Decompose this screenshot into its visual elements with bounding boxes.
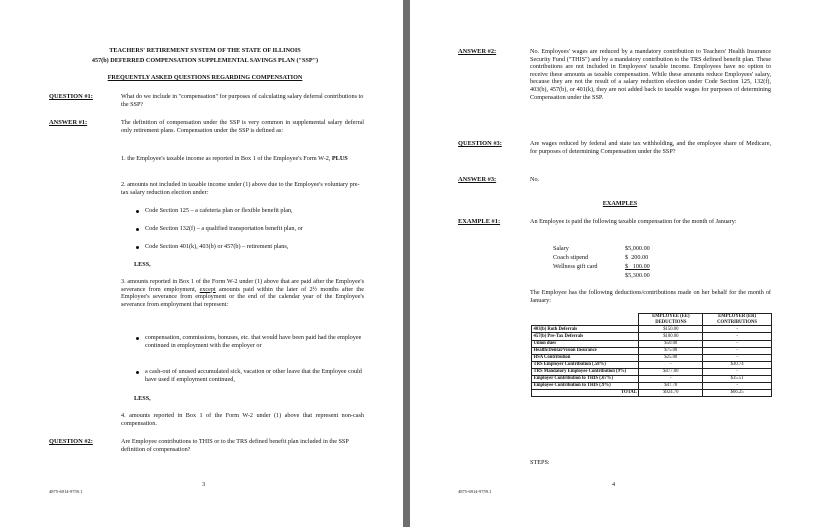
- row-label: 403(b) Roth Deferrals: [532, 326, 639, 333]
- row-er: -: [703, 340, 772, 347]
- comp-item-amount: $ 200.00: [625, 254, 649, 261]
- answer-1-item-4: 4. amounts reported in Box 1 of the Form W-2 under (1) above that represent non-cash compensation.: [121, 412, 364, 427]
- row-er: -: [703, 383, 772, 390]
- row-label: Health/Dental/Vision Insurance: [532, 347, 639, 354]
- answer-1-item-1: [121, 155, 364, 163]
- total-label: TOTAL: [532, 390, 639, 397]
- question-3-text: Are wages reduced by federal and state tax withholding, and the employee share of Medicare, for purposes of determining Compensation under the SSP?: [530, 140, 771, 155]
- comp-item-name: Salary: [553, 245, 569, 252]
- table-row: [532, 383, 772, 390]
- item-3-bullet-2: a cash-out of unused accumulated sick, vacation or other leave that the Employee could have used if employment continued,: [145, 368, 362, 383]
- row-er: $35.51: [703, 375, 772, 382]
- answer-1-text: The definition of compensation under the SSP is very common in supplemental salary deferral only retirement plans. Compensation under the SSP is defined as:: [121, 119, 364, 134]
- er-header: EMPLOYER (ER) CONTRIBUTIONS: [703, 314, 772, 326]
- item-3-text-a: 3. amounts reported in Box 1 of the Form W-2 under (1) above that are paid after the Employee's severance from employment,: [121, 278, 364, 293]
- doc-subtitle: FREQUENTLY ASKED QUESTIONS REGARDING COMPENSATION: [107, 74, 303, 81]
- table-row: [532, 354, 772, 361]
- document-id: 4875-6914-9759.1: [458, 489, 492, 494]
- total-ee: $924.70: [639, 390, 703, 397]
- row-ee: $50.00: [639, 340, 703, 347]
- row-ee: $75.00: [639, 347, 703, 354]
- item-2-bullet-3: Code Section 401(k), 403(b) or 457(b) – retirement plans,: [145, 243, 289, 250]
- document-id: 4875-6914-9759.1: [49, 489, 83, 494]
- table-row: [532, 375, 772, 382]
- question-2-text: Are Employee contributions to THIS or to the TRS defined benefit plan included in the SSP definition of compensation?: [121, 438, 349, 453]
- row-er: -: [703, 326, 772, 333]
- item-1-text: 1. the Employee's taxable income as reported in Box 1 of the Employee's Form W-2,: [121, 155, 332, 162]
- bullet-icon: [136, 371, 139, 374]
- ee-header: EMPLOYEE (EE) DEDUCTIONS: [639, 314, 703, 326]
- answer-3-text: No.: [530, 176, 540, 183]
- deductions-table: [531, 313, 772, 397]
- table-row: [532, 326, 772, 333]
- table-row: [532, 368, 772, 375]
- example-1-label: EXAMPLE #1:: [458, 218, 501, 225]
- answer-2-text: No. Employees' wages are reduced by a mandatory contribution to Teachers' Health Insurance Security Fund ("THIS") and by a mandatory contribution to the TRS defined benefit plan. These contributions are not included in Employees' taxable income. Employees have no option to receive these amounts as taxable compensation. While these amounts reduce Employees' salary, because they are not the result of a salary reduction election under Code Section 125, 132(f), 403(b), 457(b), or 401(k), they are not added back to taxable wages for purposes of determining Compensation under the SSP.: [530, 48, 771, 101]
- row-label: TRS Mandatory Employee Contribution (9%): [532, 368, 639, 375]
- question-2-label: QUESTION #2:: [49, 438, 93, 445]
- examples-heading: EXAMPLES: [602, 200, 638, 207]
- answer-1-label: ANSWER #1:: [49, 119, 88, 126]
- comp-total: $5,300.00: [625, 272, 650, 279]
- table-row: [532, 340, 772, 347]
- row-er: -: [703, 333, 772, 340]
- row-ee: -: [639, 361, 703, 368]
- table-header-row: [532, 314, 772, 326]
- table-corner: [532, 314, 639, 326]
- answer-1-item-3: [121, 278, 364, 308]
- bullet-icon: [136, 228, 139, 231]
- row-er: -: [703, 347, 772, 354]
- row-label: Employee Contribution to THIS (.9%): [532, 383, 639, 390]
- row-label: Employer Contribution to THIS (.67%): [532, 375, 639, 382]
- comp-item-amount: $5,000.00: [625, 245, 650, 252]
- example-1-text: An Employee is paid the following taxable compensation for the month of January:: [530, 218, 737, 225]
- steps-label: STEPS:: [530, 459, 550, 466]
- item-2-bullet-2: Code Section 132(f) – a qualified transportation benefit plan, or: [145, 225, 303, 232]
- table-row: [532, 347, 772, 354]
- comp-item-name: Coach stipend: [553, 254, 589, 261]
- total-er: $66.25: [703, 390, 772, 397]
- row-er: $30.74: [703, 361, 772, 368]
- answer-3-label: ANSWER #3:: [458, 176, 497, 183]
- document-page-4: [410, 0, 816, 527]
- page-number: 3: [202, 481, 206, 488]
- document-page-3: [0, 0, 403, 527]
- item-2-bullet-1: Code Section 125 – a cafeteria plan or flexible benefit plan,: [145, 207, 293, 214]
- less-label-2: LESS,: [134, 395, 151, 402]
- row-label: HSA Contribution: [532, 354, 639, 361]
- table-row: [532, 333, 772, 340]
- page-number: 4: [612, 481, 616, 488]
- table-row: [532, 361, 772, 368]
- item-3-except: except: [199, 285, 216, 293]
- row-ee: $47.70: [639, 383, 703, 390]
- deductions-text: The Employee has the following deductions/contributions made on her behalf for the month of January:: [530, 289, 771, 304]
- question-3-label: QUESTION #3:: [458, 140, 502, 147]
- item-3-bullet-1: compensation, commissions, bonuses, etc. that would have been paid had the employee continued in employment with the employer or: [145, 334, 362, 349]
- item-1-plus: PLUS: [331, 155, 348, 162]
- row-er: -: [703, 354, 772, 361]
- row-label: TRS Employer Contribution (.58%): [532, 361, 639, 368]
- doc-title-line-2: 457(b) DEFERRED COMPENSATION SUPPLEMENTAL SAVINGS PLAN ("SSP"): [91, 57, 319, 64]
- row-ee: $150.00: [639, 326, 703, 333]
- row-ee: $25.00: [639, 354, 703, 361]
- doc-title-line-1: TEACHERS' RETIREMENT SYSTEM OF THE STATE OF ILLINOIS: [109, 47, 301, 54]
- bullet-icon: [136, 337, 139, 340]
- item-3-text-b: amounts paid within the later of 2½ months after the Employee's severance from employment or the end of the calendar year of the Employee's severance from employment that represent:: [121, 285, 364, 308]
- bullet-icon: [136, 210, 139, 213]
- answer-2-label: ANSWER #2:: [458, 48, 497, 55]
- question-1-text: What do we include in "compensation" for purposes of calculating salary deferral contributions to the SSP?: [121, 93, 364, 108]
- question-1-label: QUESTION #1:: [49, 93, 93, 100]
- row-label: Union dues: [532, 340, 639, 347]
- bullet-icon: [136, 246, 139, 249]
- answer-1-item-2: 2. amounts not included in taxable income under (1) above due to the Employee's voluntary pre-tax salary reduction election under:: [121, 181, 360, 196]
- row-er: -: [703, 368, 772, 375]
- row-label: 457(b) Pre-Tax Deferrals: [532, 333, 639, 340]
- less-label-1: LESS,: [134, 261, 151, 268]
- row-ee: $100.00: [639, 333, 703, 340]
- row-ee: $477.00: [639, 368, 703, 375]
- comp-item-amount: $ 100.00: [625, 263, 650, 270]
- row-ee: -: [639, 375, 703, 382]
- table-total-row: [532, 390, 772, 397]
- comp-item-name: Wellness gift card: [553, 263, 598, 270]
